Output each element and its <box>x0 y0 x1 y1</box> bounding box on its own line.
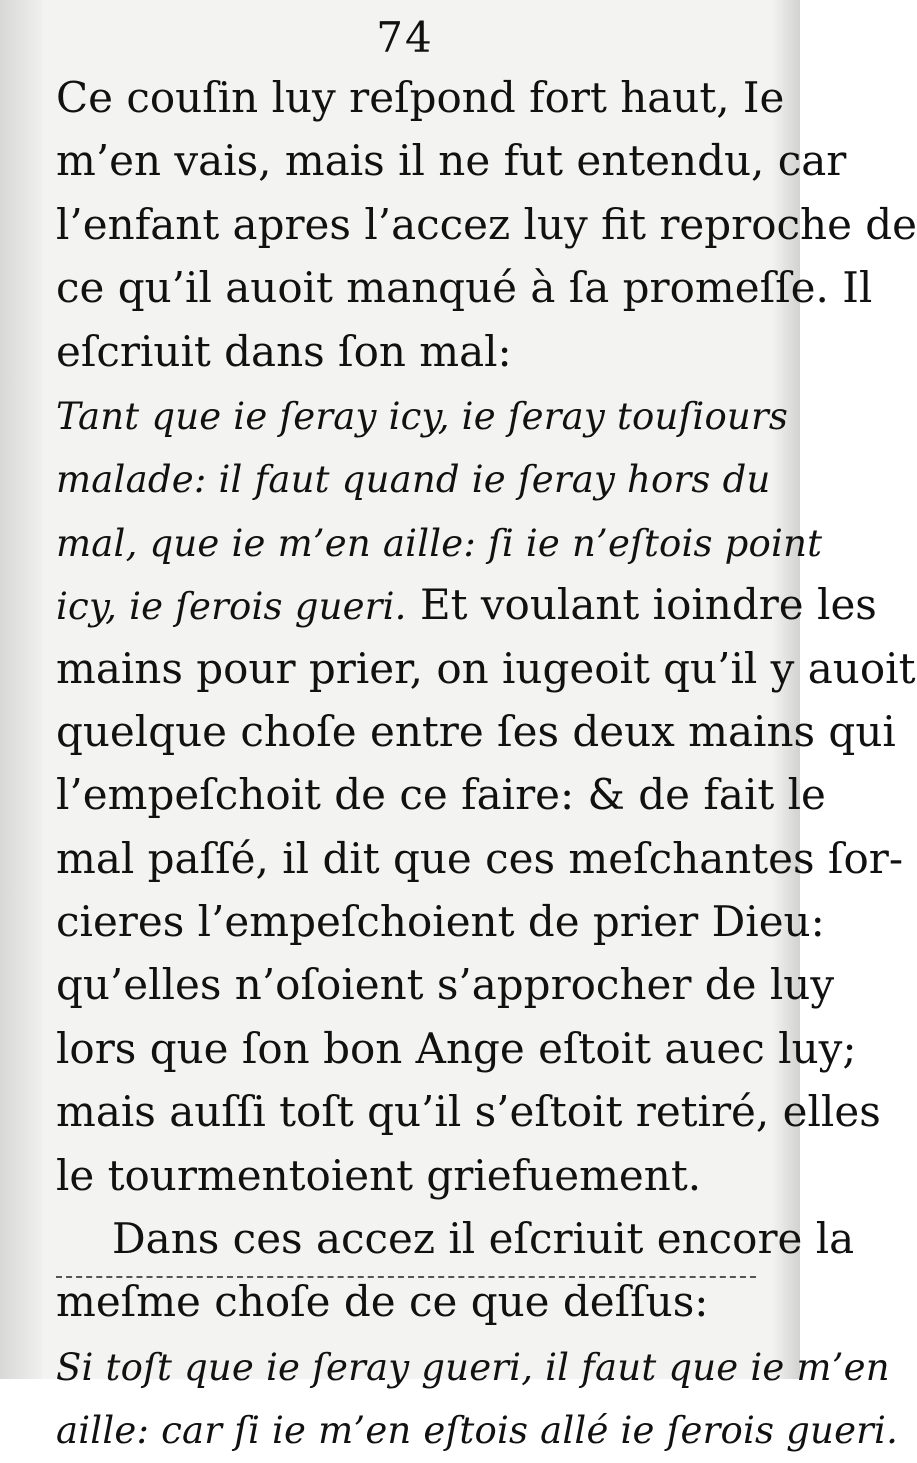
text-line <box>56 1397 899 1460</box>
roman-segment: lors que ſon bon Ange eſtoit auec luy; <box>56 1023 857 1073</box>
roman-segment: mal paſſé, il dit que ces meſchantes ſor- <box>56 833 904 883</box>
roman-segment: mains pour prier, on iugeoit qu’il y auoit <box>56 643 916 693</box>
text-line <box>56 510 823 573</box>
text-line <box>56 1144 756 1207</box>
text-line <box>56 1207 855 1270</box>
page-number: 74 <box>376 13 434 62</box>
text-line <box>56 446 771 509</box>
text-line <box>56 953 835 1016</box>
text-line <box>56 1080 881 1143</box>
roman-segment: meſme choſe de ce que deſſus: <box>56 1277 709 1327</box>
roman-segment: Dans ces accez il eſcriuit encore la <box>112 1214 855 1264</box>
roman-segment: Et voulant ioindre les <box>406 580 877 630</box>
roman-segment: eſcriuit dans ſon mal: <box>56 326 512 376</box>
italic-segment: aille: car ſi ie m’en eſtois allé ie ſerois gueri. <box>56 1409 899 1453</box>
italic-segment: Tant que ie ſeray icy, ie ſeray touſiours <box>56 394 789 438</box>
body-text <box>56 66 917 1461</box>
text-line <box>56 700 896 763</box>
roman-segment: qu’elles n’oſoient s’approcher de luy <box>56 960 835 1010</box>
text-line <box>56 573 877 636</box>
text-line <box>56 827 904 890</box>
italic-segment: mal, que ie m’en aille: ſi ie n’eſtois point <box>56 521 823 565</box>
text-line <box>56 383 789 446</box>
roman-segment: cieres l’empeſchoient de prier Dieu: <box>56 897 825 947</box>
italic-segment: malade: il faut quand ie ſeray hors du <box>56 458 771 502</box>
roman-segment: Ce couſin luy reſpond fort haut, Ie <box>56 73 785 122</box>
text-line <box>56 637 916 700</box>
text-line <box>56 193 917 256</box>
italic-segment: Si toſt que ie ſeray gueri, il faut que ie m’en <box>56 1345 890 1389</box>
text-line <box>56 129 847 192</box>
roman-segment: m’en vais, mais il ne fut entendu, car <box>56 136 847 186</box>
italic-segment: icy, ie ſerois gueri. <box>56 585 407 629</box>
text-line <box>56 763 826 826</box>
roman-segment: l’enfant apres l’accez luy fit reproche de <box>56 199 917 249</box>
text-line <box>56 66 785 129</box>
text-line <box>56 890 825 953</box>
text-line <box>56 256 873 319</box>
roman-segment: mais auſſi toſt qu’il s’eſtoit retiré, elles <box>56 1087 881 1137</box>
text-line <box>56 1017 857 1080</box>
roman-segment: l’empeſchoit de ce faire: & de fait le <box>56 770 826 820</box>
text-line <box>56 1334 890 1397</box>
roman-segment: quelque choſe entre ſes deux mains qui <box>56 706 896 756</box>
bottom-rule <box>56 1276 756 1278</box>
roman-segment: ce qu’il auoit manqué à ſa promeſſe. Il <box>56 263 873 313</box>
spine-shadow <box>0 0 42 1379</box>
text-line <box>56 1270 756 1333</box>
text-line <box>56 320 756 383</box>
roman-segment: le tourmentoient griefuement. <box>56 1150 702 1200</box>
